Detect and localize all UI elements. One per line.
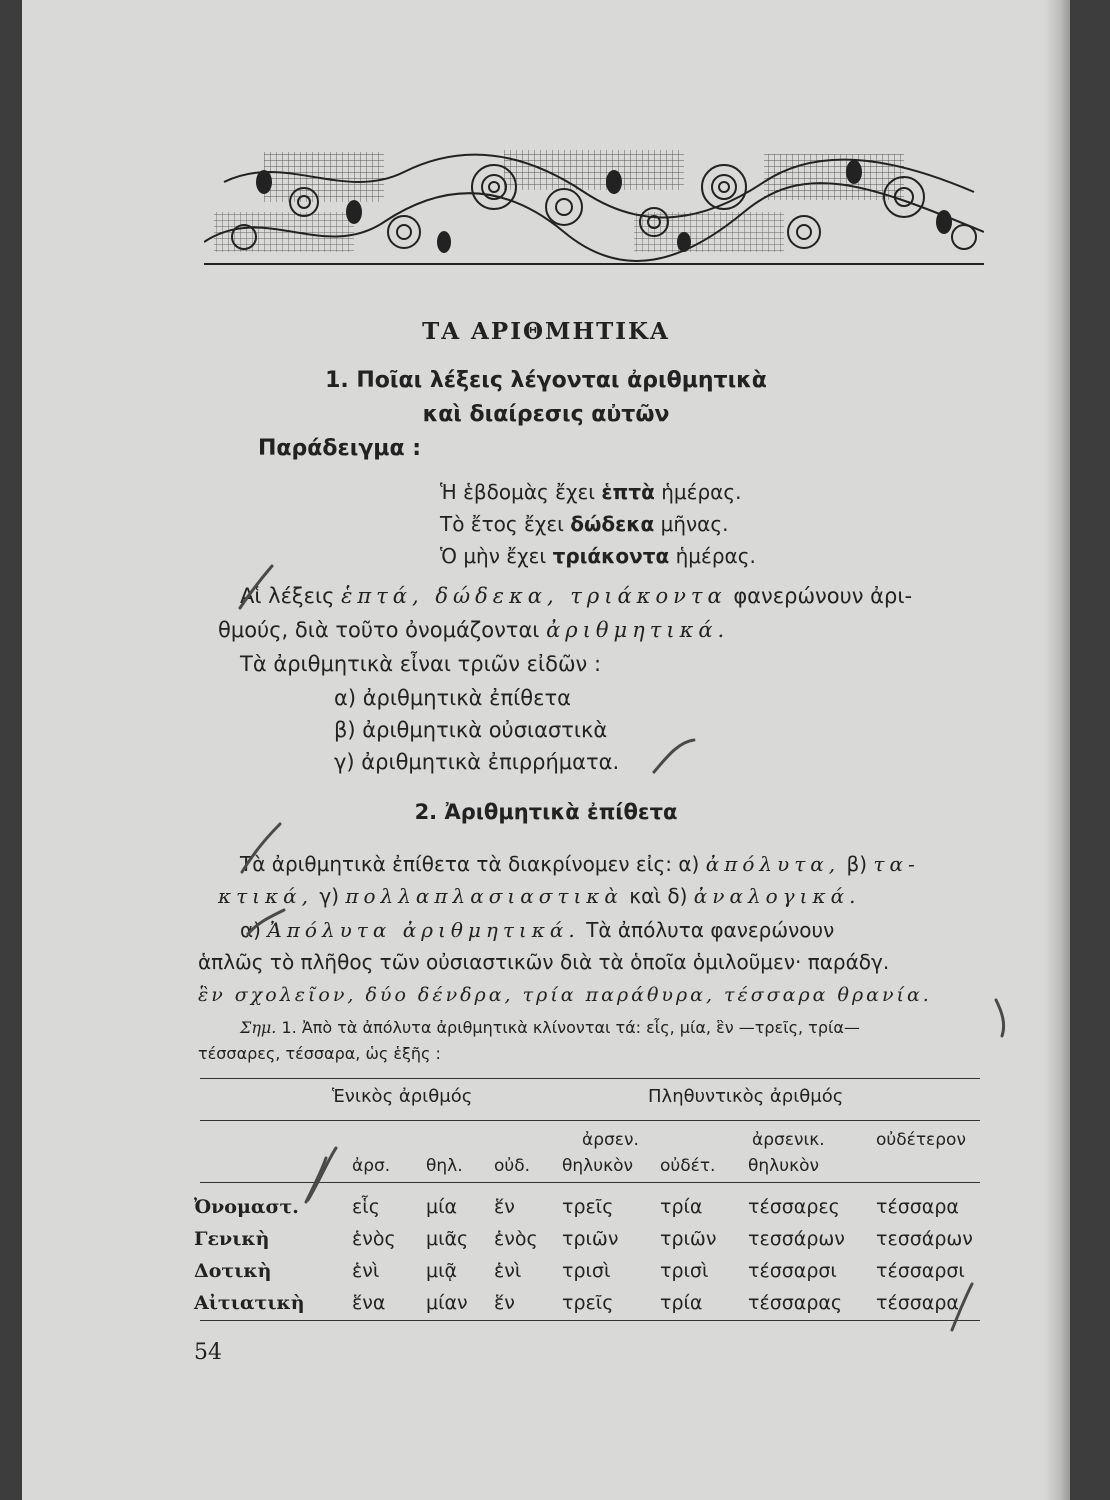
table-row-case-label: Ὀνομαστ.: [194, 1196, 299, 1218]
table-cell: τεσσάρων: [876, 1228, 973, 1250]
section1-heading-line1: 1. Ποῖαι λέξεις λέγονται ἀριθμητικὰ: [325, 368, 767, 393]
table-cell: εἷς: [352, 1196, 380, 1218]
table-row-case-label: Δοτικὴ: [194, 1260, 272, 1282]
table-cell: μιᾶς: [426, 1228, 469, 1250]
table-cell: ἑνὶ: [352, 1260, 380, 1282]
table-cell: ἑνὸς: [352, 1228, 396, 1250]
table-col-header: θηλ.: [426, 1156, 463, 1176]
paragraph-line: α) Ἀπόλυτα ἀριθμητικά. Τὰ ἀπόλυτα φανερώνουν: [240, 918, 835, 942]
table-col-header: θηλυκὸν: [748, 1156, 819, 1176]
table-group-header: Πληθυντικὸς ἀριθμός: [648, 1086, 844, 1107]
example-label: Παράδειγμα :: [258, 436, 422, 461]
chapter-title: ΤΑ ΑΡΙΘΜΗΤΙΚΑ: [422, 318, 670, 345]
table-cell: τρεῖς: [562, 1196, 614, 1218]
table-cell: τέσσαρας: [748, 1292, 843, 1314]
table-cell: ἑνὸς: [494, 1228, 538, 1250]
example-line: Ὁ μὴν ἔχει τριάκοντα ἡμέρας.: [440, 544, 756, 568]
table-cell: ἕν: [494, 1196, 515, 1218]
table-group-header: Ἑνικὸς ἀριθμός: [332, 1086, 473, 1107]
paragraph-line: θμούς, διὰ τοῦτο ὀνομάζονται ἀριθμητικά.: [218, 618, 730, 642]
table-cell: ἕνα: [352, 1292, 386, 1314]
kind-item: β) ἀριθμητικὰ οὐσιαστικὰ: [334, 718, 608, 742]
example-line: Ἡ ἑβδομὰς ἔχει ἑπτὰ ἡμέρας.: [440, 480, 742, 504]
book-page: [22, 0, 1070, 1500]
paragraph-line: ἓν σχολεῖον, δύο δένδρα, τρία παράθυρα, τέσσαρα θρανία.: [198, 984, 932, 1006]
table-col-header: οὐδ.: [494, 1156, 531, 1176]
table-cell: μίαν: [426, 1292, 468, 1314]
table-cell: τέσσαρα: [876, 1196, 959, 1218]
section2-heading: 2. Ἀριθμητικὰ ἐπίθετα: [414, 800, 678, 824]
table-cell: τρισὶ: [562, 1260, 611, 1282]
table-cell: τρία: [660, 1196, 703, 1218]
table-col-header: ἀρσεν.: [582, 1130, 639, 1150]
table-row-case-label: Γενικὴ: [194, 1228, 270, 1250]
table-row-case-label: Αἰτιατικὴ: [194, 1292, 305, 1314]
table-cell: τέσσαρες: [748, 1196, 840, 1218]
page-number: 54: [194, 1340, 222, 1365]
table-cell: τεσσάρων: [748, 1228, 845, 1250]
note-line: τέσσαρες, τέσσαρα, ὡς ἑξῆς :: [198, 1044, 441, 1063]
paragraph-line: Τὰ ἀριθμητικὰ εἶναι τριῶν εἰδῶν :: [240, 652, 602, 676]
example-line: Τὸ ἔτος ἔχει δώδεκα μῆνας.: [440, 512, 729, 536]
table-cell: τριῶν: [660, 1228, 717, 1250]
table-cell: τριῶν: [562, 1228, 619, 1250]
section1-heading-line2: καὶ διαίρεσις αὐτῶν: [422, 402, 670, 427]
table-col-header: οὐδέτ.: [660, 1156, 716, 1176]
table-cell: τρία: [660, 1292, 703, 1314]
table-cell: μιᾷ: [426, 1260, 458, 1282]
table-cell: τέσσαρα: [876, 1292, 959, 1314]
table-col-header: ἀρσενικ.: [752, 1130, 825, 1150]
pencil-check-marks: [22, 0, 1070, 1500]
table-col-header: θηλυκὸν: [562, 1156, 633, 1176]
table-cell: ἑνὶ: [494, 1260, 522, 1282]
table-cell: τρεῖς: [562, 1292, 614, 1314]
table-cell: τέσσαρσι: [748, 1260, 837, 1282]
paragraph-line: Αἱ λέξεις ἑπτά, δώδεκα, τριάκοντα φανερώνουν ἀρι-: [240, 584, 913, 608]
table-cell: τέσσαρσι: [876, 1260, 965, 1282]
table-cell: τρισὶ: [660, 1260, 709, 1282]
kind-item: α) ἀριθμητικὰ ἐπίθετα: [334, 686, 571, 710]
table-cell: ἕν: [494, 1292, 515, 1314]
table-col-header: οὐδέτερον: [876, 1130, 966, 1150]
paragraph-line: Τὰ ἀριθμητικὰ ἐπίθετα τὰ διακρίνομεν εἰς: α) ἀπόλυτα, β) τα-: [240, 852, 920, 876]
paragraph-line: κτικά, γ) πολλαπλασιαστικὰ καὶ δ) ἀναλογικά.: [218, 884, 861, 908]
table-col-header: ἀρσ.: [352, 1156, 391, 1176]
paragraph-line: ἁπλῶς τὸ πλῆθος τῶν οὐσιαστικῶν διὰ τὰ ὁποῖα ὁμιλοῦμεν· παράδγ.: [198, 950, 890, 974]
table-cell: μία: [426, 1196, 458, 1218]
note-line: Σημ. 1. Ἀπὸ τὰ ἀπόλυτα ἀριθμητικὰ κλίνονται τά: εἷς, μία, ἓν —τρεῖς, τρία—: [240, 1018, 860, 1037]
kind-item: γ) ἀριθμητικὰ ἐπιρρήματα.: [334, 750, 620, 774]
